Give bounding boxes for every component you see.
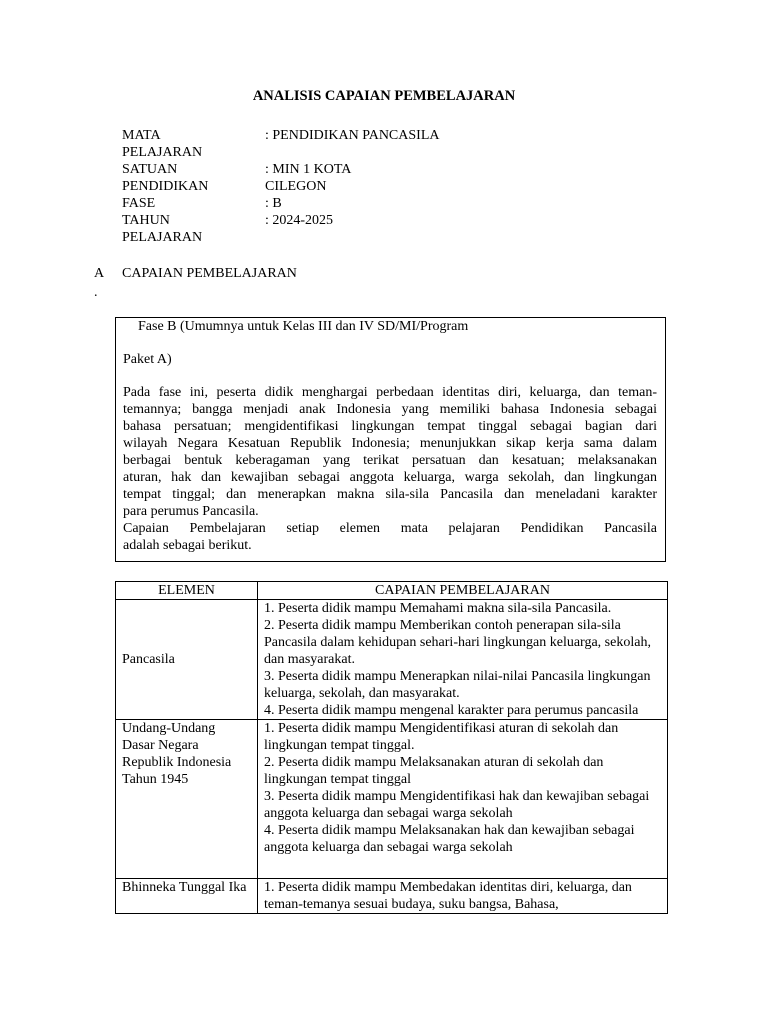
info-label: TAHUN PELAJARAN [122, 213, 203, 245]
description-line: tempat tinggal; dan menerapkan makna sila-sila Pancasila dan meneladani karakter [123, 487, 657, 502]
info-value: : B [265, 196, 282, 211]
description-line: bahasa persatuan; mengidentifikasi lingkungan tempat tinggal sebagai bagian dari [123, 419, 657, 434]
capaian-item: 2. Peserta didik mampu Melaksanakan aturan di sekolah dan lingkungan tempat tinggal [264, 755, 604, 787]
capaian-table [115, 581, 668, 914]
info-label: MATA PELAJARAN [122, 128, 203, 160]
document-title: ANALISIS CAPAIAN PEMBELAJARAN [252, 88, 516, 104]
section-letter: A [94, 266, 105, 281]
description-line: wilayah Negara Kesatuan Republik Indonesia; menunjukkan sikap kerja sama dalam [123, 436, 657, 451]
info-row-fase [122, 195, 542, 212]
elemen-cell: Bhinneka Tunggal Ika [116, 879, 258, 914]
closing-line: adalah sebagai berikut. [123, 538, 252, 553]
capaian-cell [258, 879, 668, 914]
capaian-item: 1. Peserta didik mampu Memahami makna sila-sila Pancasila. [264, 601, 612, 616]
description-line: temannya; bangga menjadi anak Indonesia yang memiliki bahasa Indonesia sebagai [123, 402, 657, 417]
capaian-item: 3. Peserta didik mampu Menerapkan nilai-nilai Pancasila lingkungan keluarga, sekolah, dan masyarakat. [264, 669, 651, 701]
header-elemen: ELEMEN [116, 582, 258, 600]
capaian-description-box [115, 317, 666, 562]
info-value: : 2024-2025 [265, 213, 334, 228]
description-line: Pada fase ini, peserta didik menghargai perbedaan identitas diri, keluarga, dan teman- [123, 385, 657, 400]
info-value: : MIN 1 KOTA CILEGON [265, 162, 351, 194]
capaian-cell [258, 600, 668, 720]
info-label: SATUAN PENDIDIKAN [122, 162, 209, 194]
capaian-item: 2. Peserta didik mampu Memberikan contoh penerapan sila-sila Pancasila dalam kehidupan sehari-hari lingkungan keluarga, sekolah, dan masyarakat. [264, 618, 651, 667]
capaian-cell [258, 720, 668, 879]
description-line: para perumus Pancasila. [123, 504, 259, 519]
capaian-item: 4. Peserta didik mampu Melaksanakan hak dan kewajiban sebagai anggota keluarga dan sebagai warga sekolah [264, 823, 635, 855]
phase-line: Fase B (Umumnya untuk Kelas III dan IV SD/MI/Program [138, 319, 469, 334]
info-block [122, 127, 542, 246]
capaian-item: 3. Peserta didik mampu Mengidentifikasi hak dan kewajiban sebagai anggota keluarga dan sebagai warga sekolah [264, 789, 650, 821]
description-paragraph [123, 384, 657, 554]
section-dot: . [94, 285, 98, 300]
info-row-tahun-pelajaran [122, 212, 542, 246]
capaian-item: 1. Peserta didik mampu Mengidentifikasi aturan di sekolah dan lingkungan tempat tinggal. [264, 721, 619, 753]
table-row [116, 600, 668, 720]
capaian-item: 1. Peserta didik mampu Membedakan identitas diri, keluarga, dan teman-temanya sesuai budaya, suku bangsa, Bahasa, [264, 880, 632, 912]
info-value: : PENDIDIKAN PANCASILA [265, 128, 440, 143]
description-line: berbagai bentuk keberagaman yang terikat persatuan dan kesatuan; melaksanakan [123, 453, 657, 468]
info-row-mata-pelajaran [122, 127, 542, 161]
capaian-item: 4. Peserta didik mampu mengenal karakter para perumus pancasila [264, 703, 639, 718]
section-title: CAPAIAN PEMBELAJARAN [122, 266, 297, 281]
info-row-satuan-pendidikan [122, 161, 542, 195]
table-row [116, 720, 668, 879]
closing-line: Capaian Pembelajaran setiap elemen mata pelajaran Pendidikan Pancasila [123, 521, 657, 536]
header-capaian: CAPAIAN PEMBELAJARAN [258, 582, 668, 600]
table-header-row [116, 582, 668, 600]
description-line: aturan, hak dan kewajiban sebagai anggota keluarga, warga sekolah, dan lingkungan [123, 470, 657, 485]
info-label: FASE [122, 196, 156, 211]
elemen-cell: Pancasila [116, 600, 258, 720]
paket-line: Paket A) [123, 352, 172, 367]
table-row [116, 879, 668, 914]
elemen-cell: Undang-Undang Dasar Negara Republik Indonesia Tahun 1945 [116, 720, 258, 879]
